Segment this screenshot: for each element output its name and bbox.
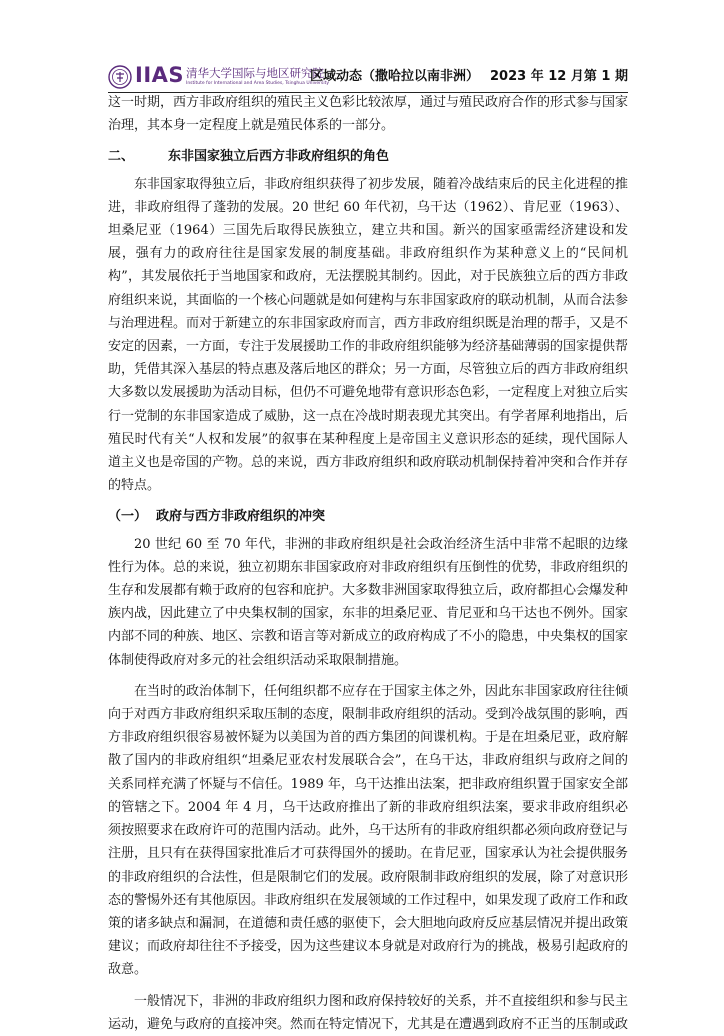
subsection-title: 政府与西方非政府组织的冲突 [156, 509, 326, 525]
intro-paragraph: 这一时期，西方非政府组织的殖民主义色彩比较浓厚，通过与殖民政府合作的形式参与国家治理，其本身一定程度上就是殖民体系的一部分。 [108, 95, 629, 134]
section-number: 二、 [108, 149, 135, 165]
logo-ias: IIAS [135, 63, 185, 87]
page-header [108, 62, 628, 94]
institute-name-cn: 清华大学国际与地区研究院 [186, 66, 324, 80]
subsection-paragraph-2: 在当时的政治体制下，任何组织都不应存在于国家主体之外，因此东非国家政府往往倾向于对西方非政府组织采取压制的态度，限制非政府组织的活动。受到冷战氛围的影响，西方非政府组织很容易被怀疑为以美国为首的西方集团的间谍机构。于是在坦桑尼亚，政府解散了国内的非政府组织“坦桑尼亚农村发展联合会”，在乌干达，非政府组织与政府之间的关系同样充满了怀疑与不信任。1989 年，乌干达推出法案，把非政府组织置于国家安全部的管辖之下。2004 年 4 月，乌干达政府推出了新的非政府组织法案，要求非政府组织必须按照要求在政府许可的范围内活动。此外，乌干达所有的非政府组织都必须向政府登记与注册，且只有在获得国家批准后才可获得国外的援助。在肯尼亚，国家承认为社会提供服务的非政府组织的合法性，但是限制它们的发展。政府限制非政府组织的发展，除了对意识形态的警惕外还有其他原因。非政府组织在发展领域的工作过程中，如果发现了政府工作和政策的诸多缺点和漏洞，在道德和责任感的驱使下，会大胆地向政府反应基层情况并提出政策建议；而政府却往往不予接受，因为这些建议本身就是对政府行为的挑战，极易引起政府的敌意。 [108, 683, 629, 978]
section-paragraph: 东非国家取得独立后，非政府组织获得了初步发展，随着冷战结束后的民主化进程的推进，非政府组得了蓬勃的发展。20 世纪 60 年代初，乌干达（1962）、肯尼亚（1963）、坦桑尼亚（1964）三国先后取得民族独立，建立共和国。新兴的国家亟需经济建设和发展，强有力的政府往往是国家发展的制度基础。非政府组织作为某种意义上的“民间机构”，其发展依托于当地国家和政府，无法摆脱其制约。因此，对于民族独立后的西方非政府组织来说，其面临的一个核心问题就是如何建构与东非国家政府的联动机制，从而合法参与治理进程。而对于新建立的东非国家政府而言，西方非政府组织既是治理的帮手，又是不安定的因素，一方面，专注于发展援助工作的非政府组织能够为经济基础薄弱的国家提供帮助，凭借其深入基层的特点惠及落后地区的群众；另一方面，尽管独立后的西方非政府组织大多数以发展援助为活动目标，但仍不可避免地带有意识形态色彩，一定程度上对独立后实行一党制的东非国家造成了威胁，这一点在冷战时期表现尤其突出。有学者犀利地指出，后殖民时代有关“人权和发展”的叙事在某种程度上是帝国主义意识形态的延续，现代国际人道主义也是帝国的产物。总的来说，西方非政府组织和政府联动机制保持着冲突和合作并存的特点。 [108, 176, 629, 494]
document-body [108, 91, 628, 1036]
section-heading [108, 145, 628, 168]
tsinghua-seal-icon [108, 65, 132, 89]
subsection-paragraph-1: 20 世纪 60 至 70 年代，非洲的非政府组织是社会政治经济生活中非常不起眼的边缘性行为体。总的来说，独立初期东非国家政府对非政府组织有压倒性的优势，非政府组织的生存和发展都有赖于政府的包容和庇护。大多数非洲国家取得独立后，政府都担心会爆发种族内战，因此建立了中央集权制的国家，东非的坦桑尼亚、肯尼亚和乌干达也不例外。国家内部不同的种族、地区、宗教和语言等对新成立的政府构成了不小的隐患，中央集权的国家体制使得政府对多元的社会组织活动采取限制措施。 [108, 536, 629, 668]
header-region: 区域动态（撒哈拉以南非洲） [310, 69, 480, 84]
subsection-heading [108, 505, 628, 528]
subsection-paragraph-3: 一般情况下，非洲的非政府组织力图和政府保持较好的关系，并不直接组织和参与民主运动，避免与政府的直接冲突。然而在特定情况下，尤其是在遭遇到政府不正当的压制或政 [108, 993, 629, 1032]
subsection-number: （一） [108, 509, 148, 525]
section-title: 东非国家独立后西方非政府组织的角色 [168, 149, 390, 165]
institute-name-en: Institute for International and Area Studies, Tsinghua University [186, 81, 330, 86]
header-issue: 2023 年 12 月第 1 期 [490, 69, 628, 84]
